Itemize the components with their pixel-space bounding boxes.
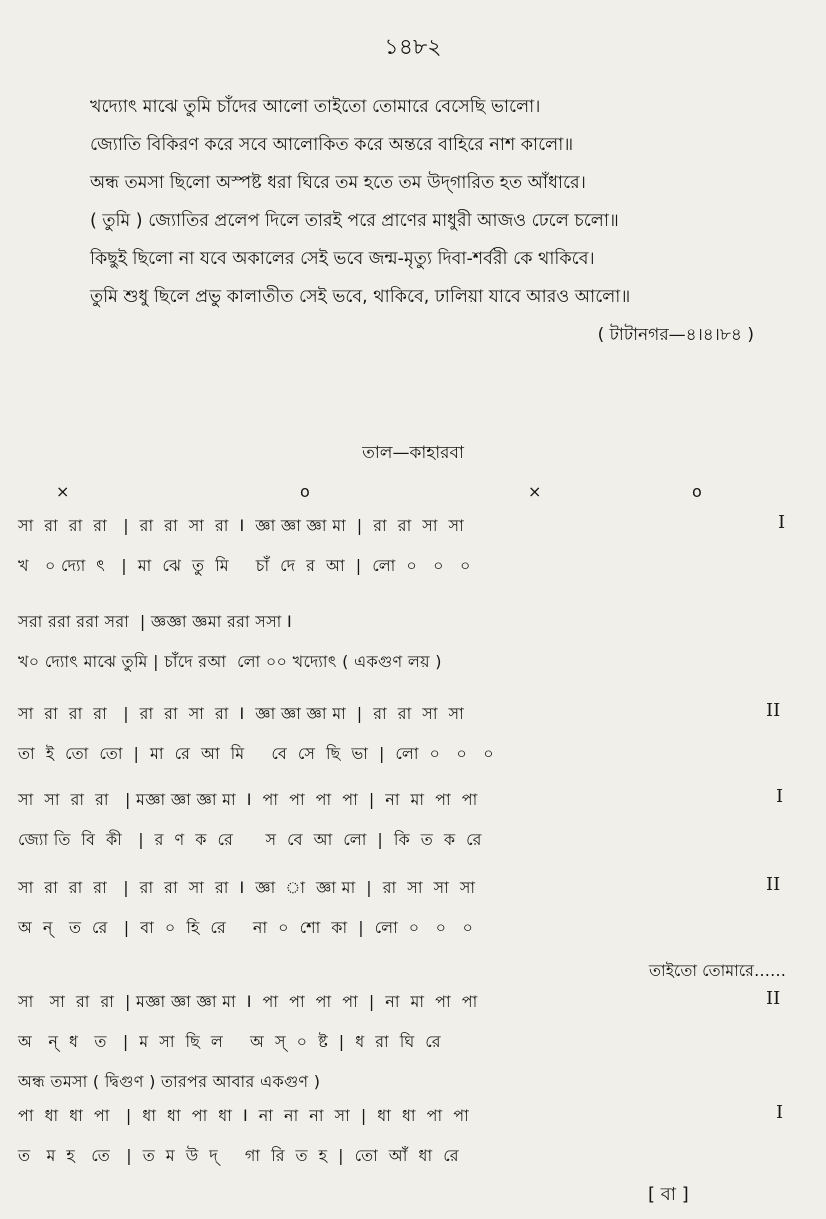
poem-line: জ্যোতি বিকিরণ করে সবে আলোকিত করে অন্তরে বাহিরে নাশ কালো॥ xyxy=(90,135,574,155)
beat-mark-cross: × xyxy=(528,482,542,501)
section-mark: I xyxy=(776,1102,784,1123)
attribution: ( টাটানগর—৪।৪।৮৪ ) xyxy=(597,325,754,345)
footer-label: [ বা ] xyxy=(648,1184,689,1205)
poem-line: খদ্যোৎ মাঝে তুমি চাঁদের আলো তাইতো তোমারে বেসেছি ভালো। xyxy=(90,97,541,117)
section-mark: I xyxy=(778,512,786,533)
swar-line: সা সা রা রা | মজ্ঞা জ্ঞা জ্ঞা মা I পা পা পা পা | না মা পা পা xyxy=(18,992,478,1011)
bani-line: খ ০ দ্যো ৎ | মা ঝে তু মি চাঁ দে র আ | লো ০ ০ ০ xyxy=(18,556,471,575)
poem-line: কিছুই ছিলো না যবে অকালের সেই ভবে জন্ম-মৃত্যু দিবা-শর্বরী কে থাকিবে। xyxy=(90,249,595,269)
tal-heading: তাল—কাহারবা xyxy=(362,443,464,463)
swar-line: সা রা রা রা | রা রা সা রা I জ্ঞা জ্ঞা জ্ঞা মা | রা রা সা সা xyxy=(18,704,465,723)
note-line: অন্ধ তমসা ( দ্বিগুণ ) তারপর আবার একগুণ ) xyxy=(18,1072,321,1091)
page-number: ১৪৮২ xyxy=(384,35,442,60)
bani-line: খ০ দ্যোৎ মাঝে তুমি | চাঁদে রআ লো ০০ খদ্যোৎ ( একগুণ লয় ) xyxy=(18,652,442,671)
bani-line: জ্যো তি বি কী | র ণ ক রে স বে আ লো | কি ত ক রে xyxy=(18,830,482,849)
side-note: তাইতো তোমারে…… xyxy=(648,961,786,980)
bani-line: ত ম হ তে | ত ম উ দ্‌ গা রি ত হ | তো আঁ ধা রে xyxy=(18,1146,459,1165)
swar-line: সা রা রা রা | রা রা সা রা I জ্ঞা া জ্ঞা মা | রা সা সা সা xyxy=(18,878,476,897)
beat-mark-cross: × xyxy=(56,482,70,501)
beat-mark-circle: o xyxy=(300,482,310,501)
poem-line: ( তুমি ) জ্যোতির প্রলেপ দিলে তারই পরে প্রাণের মাধুরী আজও ঢেলে চলো॥ xyxy=(90,211,619,231)
swar-line: সা রা রা রা | রা রা সা রা I জ্ঞা জ্ঞা জ্ঞা মা | রা রা সা সা xyxy=(18,516,465,535)
bani-line: অ ন্‌ ত রে | বা ০ হি রে না ০ শো কা | লো ০ ০ ০ xyxy=(18,918,474,937)
swar-line: পা ধা ধা পা | ধা ধা পা ধা I না না না সা | ধা ধা পা পা xyxy=(18,1106,470,1125)
section-mark: II xyxy=(766,700,781,721)
bani-line: তা ই তো তো | মা রে আ মি বে সে ছি ভা | লো ০ ০ ০ xyxy=(18,744,494,763)
beat-mark-circle: o xyxy=(692,482,702,501)
section-mark: II xyxy=(766,874,781,895)
swar-line: সা সা রা রা | মজ্ঞা জ্ঞা জ্ঞা মা I পা পা পা পা | না মা পা পা xyxy=(18,790,478,809)
section-mark: II xyxy=(766,988,781,1009)
poem xyxy=(90,88,790,316)
poem-line: তুমি শুধু ছিলে প্রভু কালাতীত সেই ভবে, থাকিবে, ঢালিয়া যাবে আরও আলো॥ xyxy=(90,287,631,307)
section-mark: I xyxy=(776,786,784,807)
poem-line: অন্ধ তমসা ছিলো অস্পষ্ট ধরা ঘিরে তম হতে তম উদ্‌গারিত হত আঁধারে। xyxy=(90,173,586,193)
bani-line: অ ন্‌ ধ ত | ম সা ছি ল অ স্‌ ০ ষ্ট | ধ রা ঘি রে xyxy=(18,1032,441,1051)
swar-line: সরা ররা ররা সরা | জ্ঞজ্ঞা জ্ঞমা ররা সসা I xyxy=(18,612,292,631)
